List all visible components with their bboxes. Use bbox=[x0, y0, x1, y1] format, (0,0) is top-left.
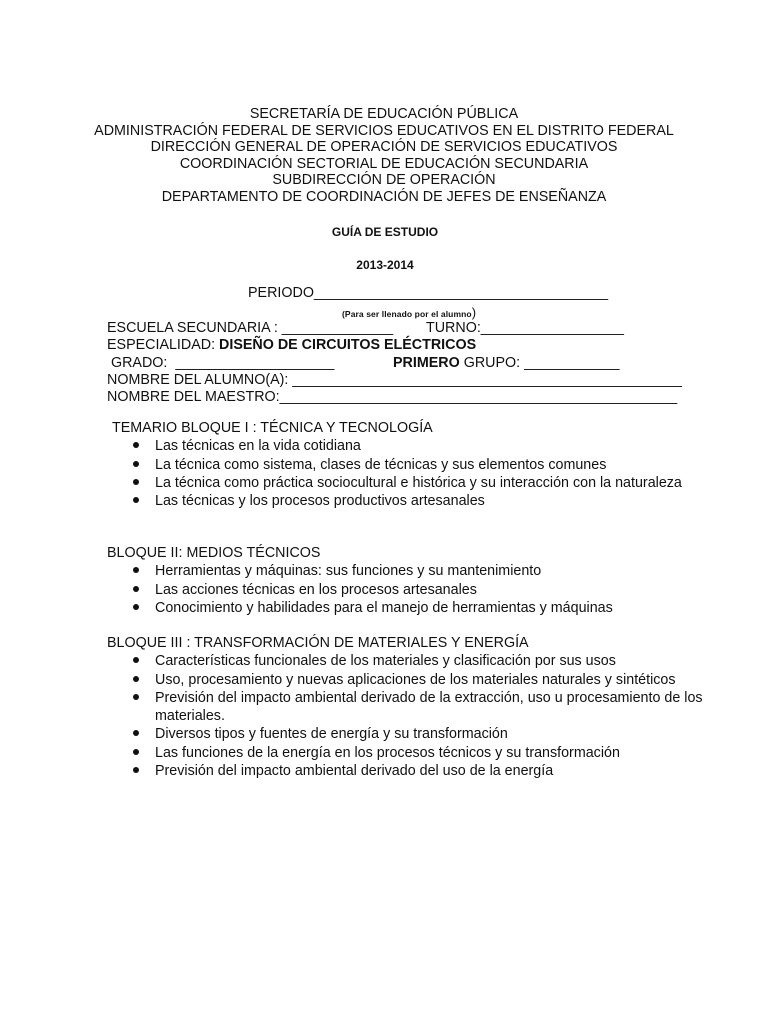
bullet-icon bbox=[133, 604, 139, 610]
bloque-title: TEMARIO BLOQUE I : TÉCNICA Y TECNOLOGÍA bbox=[112, 420, 433, 436]
bullet-icon bbox=[133, 442, 139, 448]
grupo-field: GRUPO: ____________ bbox=[459, 354, 620, 371]
bullet-icon bbox=[133, 767, 139, 773]
escuela-field: ESCUELA SECUNDARIA : ______________ bbox=[107, 320, 394, 336]
maestro-field: NOMBRE DEL MAESTRO:__________________________________________________ bbox=[107, 389, 678, 406]
list-item: Características funcionales de los materiales y clasificación por sus usos bbox=[107, 652, 727, 670]
escuela-row bbox=[107, 320, 682, 337]
bullet-icon bbox=[133, 567, 139, 573]
header-line: DEPARTAMENTO DE COORDINACIÓN DE JEFES DE ENSEÑANZA bbox=[161, 188, 607, 205]
bullet-icon bbox=[133, 586, 139, 592]
especialidad-value: DISEÑO DE CIRCUITOS ELÉCTRICOS bbox=[219, 337, 477, 354]
turno-field: TURNO:__________________ bbox=[426, 320, 624, 336]
header-line: COORDINACIÓN SECTORIAL DE EDUCACIÓN SECUNDARIA bbox=[179, 155, 589, 172]
school-year: 2013-2014 bbox=[356, 258, 414, 272]
grado-field: GRADO: ____________________ bbox=[107, 354, 335, 371]
list-item: La técnica como práctica sociocultural e histórica y su interacción con la naturaleza bbox=[107, 474, 727, 492]
grado-primero: PRIMERO bbox=[393, 354, 460, 371]
bullet-icon bbox=[133, 461, 139, 467]
list-item: Las técnicas y los procesos productivos artesanales bbox=[107, 492, 727, 510]
header-line: SECRETARÍA DE EDUCACIÓN PÚBLICA bbox=[249, 106, 519, 122]
maestro-row bbox=[107, 389, 682, 406]
list-item: Las funciones de la energía en los procesos técnicos y su transformación bbox=[107, 744, 727, 762]
grado-row bbox=[107, 355, 682, 372]
list-item: Uso, procesamiento y nuevas aplicaciones de los materiales naturales y sintéticos bbox=[107, 671, 727, 689]
alumno-row bbox=[107, 372, 682, 389]
bullet-icon bbox=[133, 676, 139, 682]
bullet-icon bbox=[133, 694, 139, 700]
student-fields bbox=[107, 320, 682, 406]
list-item: La técnica como sistema, clases de técnicas y sus elementos comunes bbox=[107, 456, 727, 474]
bloque-title: BLOQUE II: MEDIOS TÉCNICOS bbox=[107, 545, 321, 561]
bloque-list bbox=[107, 652, 727, 780]
institution-header bbox=[0, 106, 768, 206]
fill-note-paren: ) bbox=[471, 305, 477, 320]
bullet-icon bbox=[133, 497, 139, 503]
bloque-1 bbox=[107, 419, 727, 510]
list-item: Diversos tipos y fuentes de energía y su transformación bbox=[107, 725, 727, 743]
bullet-icon bbox=[133, 749, 139, 755]
list-item: Previsión del impacto ambiental derivado del uso de la energía bbox=[107, 762, 727, 780]
bullet-icon bbox=[133, 730, 139, 736]
periodo-field: PERIODO_____________________________________ bbox=[248, 285, 609, 301]
document-title: GUÍA DE ESTUDIO bbox=[331, 225, 439, 239]
bloque-3 bbox=[107, 634, 727, 780]
bullet-icon bbox=[133, 479, 139, 485]
list-item: Herramientas y máquinas: sus funciones y su mantenimiento bbox=[107, 562, 727, 580]
header-line: DIRECCIÓN GENERAL DE OPERACIÓN DE SERVICIOS EDUCATIVOS bbox=[150, 139, 618, 156]
especialidad-label: ESPECIALIDAD: bbox=[107, 337, 220, 354]
bloque-list bbox=[107, 437, 727, 510]
alumno-field: NOMBRE DEL ALUMNO(A): _________________________________________________ bbox=[107, 371, 682, 388]
especialidad-row bbox=[107, 337, 682, 354]
list-item: Previsión del impacto ambiental derivado de la extracción, uso u procesamiento de los materiales. bbox=[107, 689, 727, 726]
bloque-list bbox=[107, 562, 727, 617]
header-line: ADMINISTRACIÓN FEDERAL DE SERVICIOS EDUCATIVOS EN EL DISTRITO FEDERAL bbox=[94, 122, 674, 139]
list-item: Conocimiento y habilidades para el manejo de herramientas y máquinas bbox=[107, 599, 727, 617]
header-line: SUBDIRECCIÓN DE OPERACIÓN bbox=[272, 172, 496, 189]
bloque-title: BLOQUE III : TRANSFORMACIÓN DE MATERIALES Y ENERGÍA bbox=[107, 635, 529, 651]
bloque-2 bbox=[107, 544, 727, 617]
bullet-icon bbox=[133, 657, 139, 663]
fill-note-text: (Para ser llenado por el alumno bbox=[342, 309, 472, 319]
fill-note bbox=[342, 305, 476, 320]
list-item: Las técnicas en la vida cotidiana bbox=[107, 437, 727, 455]
list-item: Las acciones técnicas en los procesos artesanales bbox=[107, 581, 727, 599]
